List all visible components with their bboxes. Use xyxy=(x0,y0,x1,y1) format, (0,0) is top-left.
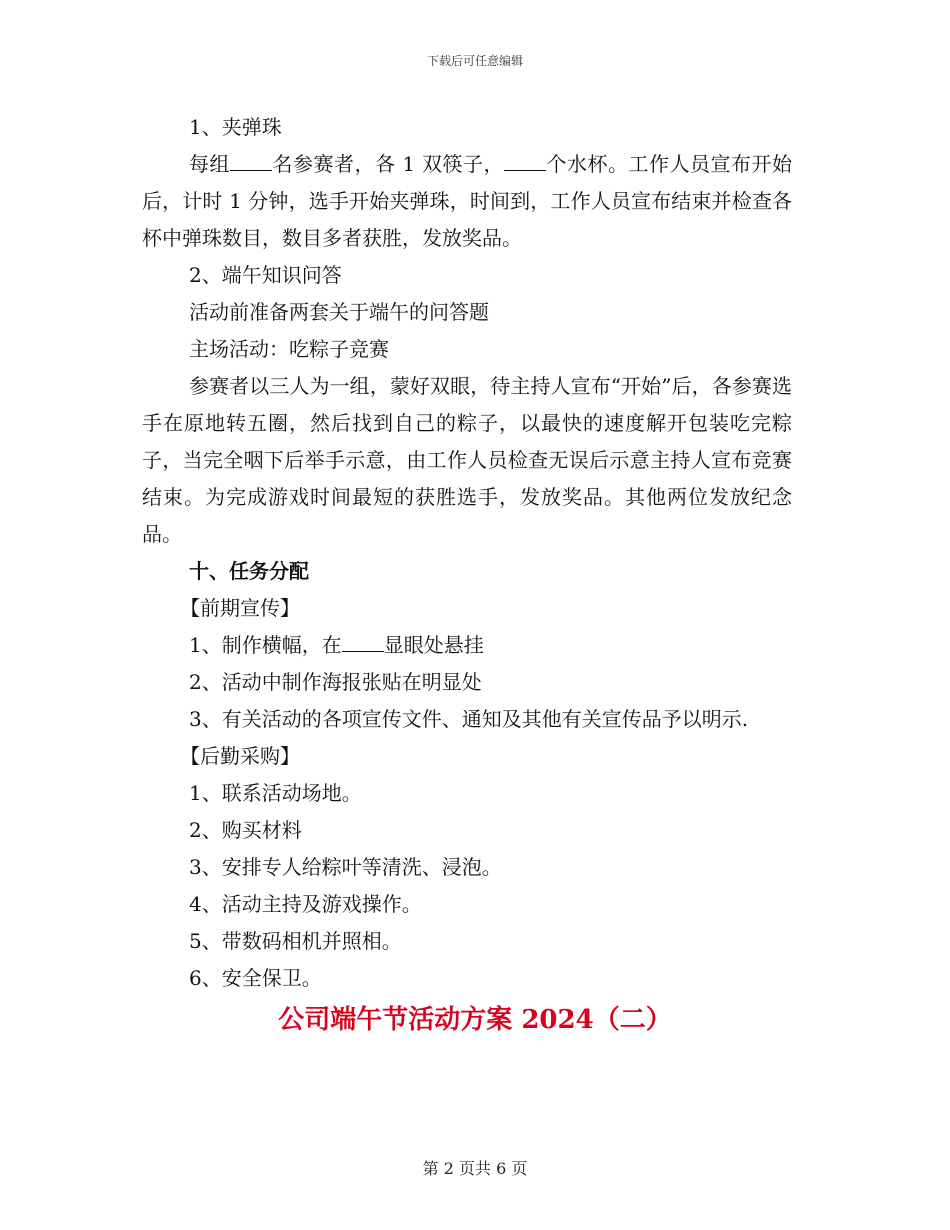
page-header: 下载后可任意编辑 xyxy=(426,54,523,68)
logistics-bracket-heading: 【后勤采购】 xyxy=(180,744,300,768)
marbles-text-b: 名参赛者，各 1 双筷子， xyxy=(272,152,504,176)
task-allocation-heading: 十、任务分配 xyxy=(189,559,309,583)
quiz-text: 活动前准备两套关于端午的问答题 xyxy=(189,300,489,324)
logistics-item-1: 1、联系活动场地。 xyxy=(189,781,362,805)
marbles-paragraph xyxy=(142,146,792,257)
marbles-text-c: 个水杯。工作人员宣布开 xyxy=(545,152,773,176)
main-activity-heading: 主场活动：吃粽子竞赛 xyxy=(189,337,389,361)
marbles-text-rest: 始后，计时 1 分钟，选手开始夹弹珠，时间到，工作人员宣布结束并检查各杯中弹珠数目，数目多者获胜，发放奖品。 xyxy=(142,152,793,250)
promo-item-2: 2、活动中制作海报张贴在明显处 xyxy=(189,670,482,694)
marbles-text-a: 每组 xyxy=(189,152,231,176)
logistics-item-2: 2、购买材料 xyxy=(189,818,302,842)
logistics-item-3: 3、安排专人给粽叶等清洗、浸泡。 xyxy=(189,855,502,879)
blank-field xyxy=(342,629,384,652)
promo-bracket-heading: 【前期宣传】 xyxy=(180,596,300,620)
logistics-item-4: 4、活动主持及游戏操作。 xyxy=(189,892,422,916)
page-footer: 第 2 页共 6 页 xyxy=(422,1159,528,1178)
document-title: 公司端午节活动方案 2024（二） xyxy=(278,1005,672,1035)
promo-item-3: 3、有关活动的各项宣传文件、通知及其他有关宣传品予以明示. xyxy=(189,707,749,731)
promo-item-1 xyxy=(189,627,849,664)
blank-field xyxy=(504,148,546,171)
logistics-item-5: 5、带数码相机并照相。 xyxy=(189,929,402,953)
section-heading-quiz: 2、端午知识问答 xyxy=(189,263,342,287)
main-activity-paragraph: 参赛者以三人为一组，蒙好双眼，待主持人宣布“开始”后，各参赛选手在原地转五圈，然后找到自己的粽子，以最快的速度解开包装吃完粽子，当完全咽下后举手示意，由工作人员检查无误后示意主持人宣布竞赛结束。为完成游戏时间最短的获胜选手，发放奖品。其他两位发放纪念品。 xyxy=(142,374,792,546)
promo-item-1-b: 显眼处悬挂 xyxy=(383,633,484,657)
blank-field xyxy=(230,148,272,171)
logistics-item-6: 6、安全保卫。 xyxy=(189,966,322,990)
promo-item-1-a: 1、制作横幅，在 xyxy=(189,633,342,657)
section-heading-marbles: 1、夹弹珠 xyxy=(189,115,282,139)
